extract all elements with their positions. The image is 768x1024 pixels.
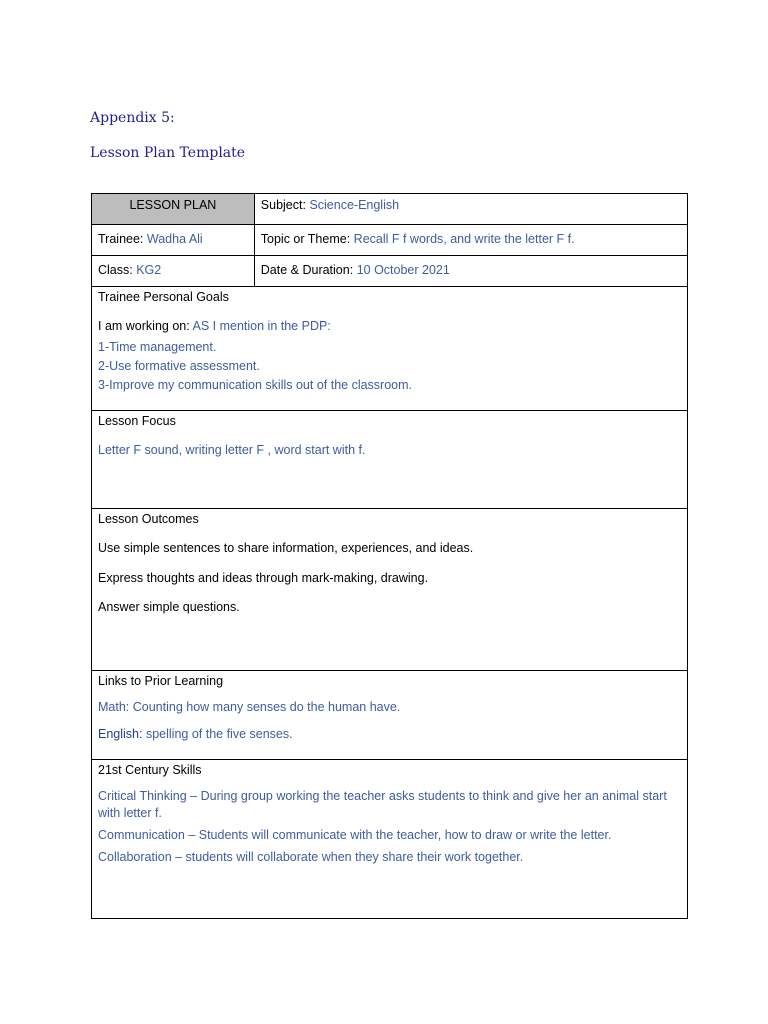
- header-row: [92, 194, 688, 225]
- skill-item: Communication – Students will communicate with the teacher, how to draw or write the letter.: [98, 827, 612, 842]
- outcome-item: Express thoughts and ideas through mark-making, drawing.: [98, 570, 429, 585]
- subject-cell: [254, 194, 687, 225]
- lesson-plan-label: LESSON PLAN: [129, 198, 217, 212]
- lesson-outcomes-row: [92, 509, 688, 671]
- english-line: [98, 726, 681, 742]
- skills-cell: [92, 760, 688, 919]
- topic-cell: [254, 225, 687, 256]
- outcome-item: Use simple sentences to share information, experiences, and ideas.: [98, 541, 474, 556]
- lesson-outcomes-cell: [92, 509, 688, 671]
- lesson-plan-table: [91, 193, 688, 919]
- prior-learning-cell: [92, 671, 688, 760]
- trainee-cell: [92, 225, 255, 256]
- goal-item: 1-Time management.: [98, 339, 217, 354]
- subject-value: Science-English: [309, 198, 400, 212]
- prior-learning-row: [92, 671, 688, 760]
- topic-value: Recall F f words, and write the letter F f.: [353, 232, 575, 246]
- outcome-item: Answer simple questions.: [98, 599, 240, 614]
- personal-goals-row: [92, 287, 688, 411]
- math-label: Math:: [98, 700, 130, 715]
- appendix-heading: Appendix 5:: [90, 110, 175, 126]
- lesson-plan-cell: [92, 194, 255, 225]
- lesson-focus-text: Letter F sound, writing letter F , word start with f.: [98, 443, 366, 458]
- class-value: KG2: [136, 263, 162, 277]
- english-label: English:: [98, 726, 143, 741]
- working-on-line: [98, 318, 681, 334]
- prior-learning-title: Links to Prior Learning: [98, 674, 224, 688]
- date-cell: [254, 256, 687, 287]
- math-line: [98, 699, 681, 715]
- lesson-focus-cell: [92, 411, 688, 509]
- date-label: Date & Duration:: [260, 263, 354, 277]
- skills-row: [92, 760, 688, 919]
- working-on-label: I am working on:: [98, 319, 190, 334]
- trainee-label: Trainee:: [98, 232, 144, 246]
- class-row: [92, 256, 688, 287]
- date-value: 10 October 2021: [356, 263, 450, 277]
- topic-label: Topic or Theme:: [260, 232, 351, 246]
- lesson-outcomes-title: Lesson Outcomes: [98, 512, 199, 526]
- skills-title: 21st Century Skills: [98, 763, 202, 777]
- working-on-value: AS I mention in the PDP:: [192, 319, 331, 334]
- page-title: Lesson Plan Template: [90, 145, 246, 161]
- subject-label: Subject:: [260, 198, 306, 212]
- goal-item: 2-Use formative assessment.: [98, 358, 260, 373]
- class-cell: [92, 256, 255, 287]
- math-value: Counting how many senses do the human have.: [132, 700, 401, 715]
- skill-item: Collaboration – students will collaborate when they share their work together.: [98, 850, 524, 864]
- lesson-focus-title: Lesson Focus: [98, 414, 176, 428]
- goal-item: 3-Improve my communication skills out of the classroom.: [98, 378, 412, 393]
- class-label: Class:: [98, 263, 133, 277]
- skill-item: Critical Thinking – During group working the teacher asks students to think and give her an animal start with letter f.: [98, 789, 667, 820]
- english-value: spelling of the five senses.: [145, 726, 293, 741]
- lesson-focus-row: [92, 411, 688, 509]
- personal-goals-cell: [92, 287, 688, 411]
- trainee-value: Wadha Ali: [146, 232, 203, 246]
- trainee-row: [92, 225, 688, 256]
- personal-goals-title: Trainee Personal Goals: [98, 290, 229, 304]
